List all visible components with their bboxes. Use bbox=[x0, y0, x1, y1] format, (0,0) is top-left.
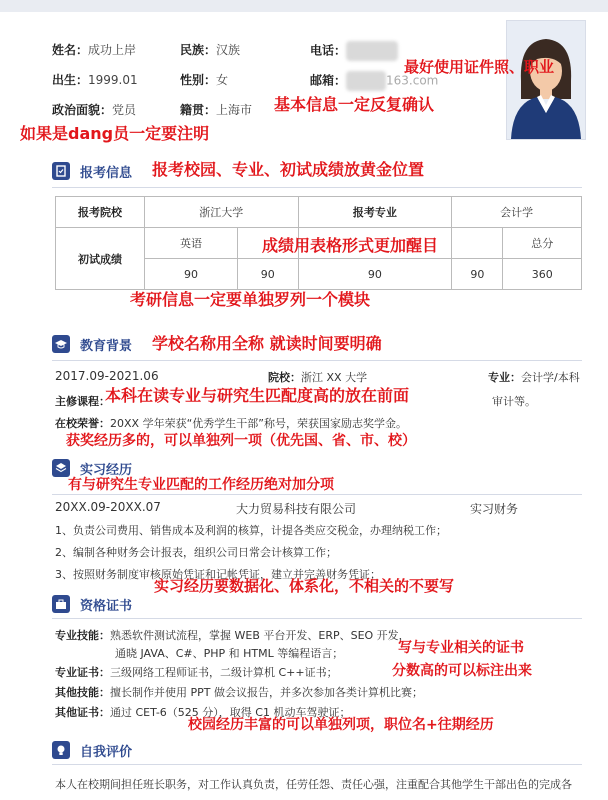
edu-major: 专业：会计学/本科 bbox=[488, 371, 580, 384]
avatar-illustration bbox=[507, 21, 585, 139]
subject-cell bbox=[452, 228, 503, 259]
subject-cell: 总分 bbox=[503, 228, 582, 259]
edu-courses-tail: 审计等。 bbox=[492, 395, 536, 408]
subject-cell: 英语 bbox=[145, 228, 238, 259]
score-cell: 90 bbox=[452, 259, 503, 290]
score-cell: 90 bbox=[145, 259, 238, 290]
cert-other: 其他证书：通过 CET-6（525 分），取得 C1 机动车驾驶证； bbox=[55, 706, 351, 719]
lightbulb-icon bbox=[52, 741, 70, 759]
list-item: 1、负责公司费用、销售成本及利润的核算，计提各类应交税金，办理纳税工作； bbox=[55, 524, 447, 537]
table-row bbox=[56, 197, 582, 228]
layers-icon bbox=[52, 459, 70, 477]
info-ethnic: 民族：汉族 bbox=[180, 43, 241, 57]
section-certificates-title: 资格证书 bbox=[80, 598, 133, 614]
info-birth: 出生：1999.01 bbox=[52, 73, 138, 87]
note-confirm: 基本信息一定反复确认 bbox=[274, 95, 435, 114]
self-eval-text: 本人在校期间担任班长职务，对工作认真负责，任劳任怨、责任心强，注重配合其他学生干部出色的完成各 bbox=[55, 778, 572, 791]
cert-other-skills: 其他技能：擅长制作并使用 PPT 做会议报告，并多次参加各类计算机比赛； bbox=[55, 686, 423, 699]
phone-redacted bbox=[346, 41, 398, 61]
cert-skills-line2: 通晓 JAVA、C#、PHP 和 HTML 等编程语言； bbox=[115, 647, 344, 660]
intern-company: 大力贸易科技有限公司 bbox=[236, 502, 357, 516]
note-internship-match: 有与研究生专业匹配的工作经历绝对加分项 bbox=[68, 477, 334, 493]
info-gender: 性别：女 bbox=[180, 73, 229, 87]
section-internship-title: 实习经历 bbox=[80, 462, 133, 478]
section-certificates-header bbox=[52, 594, 132, 614]
info-email: 邮箱： 163.com bbox=[310, 71, 438, 91]
divider bbox=[52, 618, 582, 619]
score-cell: 90 bbox=[237, 259, 298, 290]
list-item: 2、编制各种财务会计报表，组织公司日常会计核算工作； bbox=[55, 546, 337, 559]
section-internship-header bbox=[52, 458, 132, 478]
section-self-header bbox=[52, 740, 132, 760]
section-education-title: 教育背景 bbox=[80, 338, 133, 354]
section-self-title: 自我评价 bbox=[80, 744, 133, 760]
divider bbox=[52, 764, 582, 765]
note-awards: 获奖经历多的，可以单独列一项（优先国、省、市、校） bbox=[66, 433, 416, 449]
divider bbox=[52, 494, 582, 495]
intern-role: 实习财务 bbox=[470, 502, 519, 516]
note-campus: 校园经历丰富的可以单独列项，职位名+往期经历 bbox=[188, 717, 494, 733]
avatar bbox=[506, 20, 586, 140]
cert-professional: 专业证书：三级网络工程师证书，二级计算机 C++证书； bbox=[55, 666, 338, 679]
info-phone: 电话： bbox=[310, 41, 398, 61]
info-name: 姓名：成功上岸 bbox=[52, 43, 137, 57]
cert-skills: 专业技能：熟悉软件测试流程，掌握 WEB 平台开发、ERP、SEO 开发， bbox=[55, 629, 410, 642]
note-cert-related: 写与专业相关的证书 bbox=[398, 640, 524, 656]
edu-honors: 在校荣誉：20XX 学年荣获“优秀学生干部”称号，荣获国家励志奖学金。 bbox=[55, 417, 407, 430]
note-table-format: 成绩用表格形式更加醒目 bbox=[262, 236, 439, 255]
note-exam-position: 报考校园、专业、初试成绩放黄金位置 bbox=[152, 160, 425, 179]
score-cell: 90 bbox=[298, 259, 452, 290]
section-exam-title: 报考信息 bbox=[80, 165, 133, 181]
info-politics: 政治面貌：党员 bbox=[52, 103, 137, 117]
scores-label-cell: 初试成绩 bbox=[56, 228, 145, 290]
section-education-header bbox=[52, 334, 132, 354]
score-cell: 360 bbox=[503, 259, 582, 290]
major-label-cell: 报考专业 bbox=[298, 197, 452, 228]
edu-period: 2017.09-2021.06 bbox=[55, 369, 159, 383]
note-cert-score: 分数高的可以标注出来 bbox=[392, 663, 532, 679]
briefcase-icon bbox=[52, 595, 70, 613]
note-photo: 最好使用证件照、职业 bbox=[404, 58, 555, 76]
school-value-cell: 浙江大学 bbox=[145, 197, 299, 228]
note-match-first: 本科在读专业与研究生匹配度高的放在前面 bbox=[105, 386, 410, 405]
section-exam-header bbox=[52, 161, 132, 181]
divider bbox=[52, 360, 582, 361]
intern-period: 20XX.09-20XX.07 bbox=[55, 500, 161, 514]
list-item: 3、按照财务制度审核原始凭证和记帐凭证，建立并完善财务凭证； bbox=[55, 568, 381, 581]
document-icon bbox=[52, 162, 70, 180]
graduation-cap-icon bbox=[52, 335, 70, 353]
school-label-cell: 报考院校 bbox=[56, 197, 145, 228]
note-fullname: 学校名称用全称 就读时间要明确 bbox=[152, 334, 382, 353]
divider bbox=[52, 187, 582, 188]
major-value-cell: 会计学 bbox=[452, 197, 582, 228]
edu-courses-label: 主修课程： bbox=[55, 395, 110, 408]
note-party: 如果是dang员一定要注明 bbox=[20, 124, 210, 143]
note-internship-data: 实习经历要数据化、体系化，不相关的不要写 bbox=[154, 577, 455, 595]
note-module: 考研信息一定要单独罗列一个模块 bbox=[130, 290, 371, 309]
edu-school: 院校：浙江 XX 大学 bbox=[268, 371, 368, 384]
info-native: 籍贯：上海市 bbox=[180, 103, 253, 117]
top-band bbox=[0, 0, 608, 12]
email-redacted bbox=[346, 71, 386, 91]
